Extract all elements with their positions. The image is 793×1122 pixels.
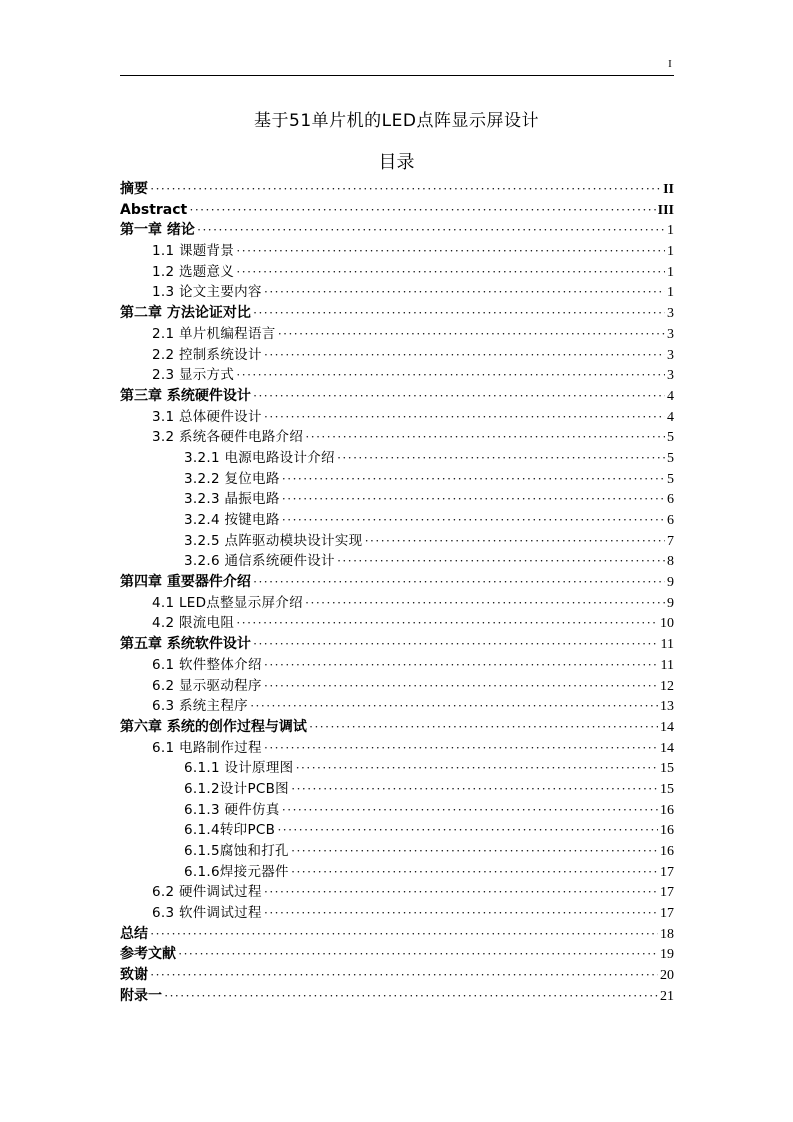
toc-leader-dots bbox=[264, 882, 658, 903]
toc-leader-dots bbox=[278, 324, 665, 345]
toc-entry-label: 3.1 总体硬件设计 bbox=[152, 408, 262, 425]
toc-entry[interactable] bbox=[120, 489, 674, 510]
toc-leader-dots bbox=[264, 903, 658, 924]
toc-entry[interactable] bbox=[120, 386, 674, 407]
toc-leader-dots bbox=[253, 303, 665, 324]
toc-entry[interactable] bbox=[120, 593, 674, 614]
toc-entry-page: 4 bbox=[667, 388, 674, 404]
toc-leader-dots bbox=[264, 655, 659, 676]
toc-entry-page: 17 bbox=[660, 885, 674, 901]
toc-leader-dots bbox=[305, 593, 665, 614]
toc-entry[interactable] bbox=[120, 241, 674, 262]
toc-entry-label: 1.2 选题意义 bbox=[152, 263, 235, 280]
toc-entry-label: 1.3 论文主要内容 bbox=[152, 284, 262, 301]
toc-entry-page: 3 bbox=[667, 306, 674, 322]
toc-entry-page: 3 bbox=[667, 368, 674, 384]
toc-entry-page: 3 bbox=[667, 347, 674, 363]
toc-entry[interactable] bbox=[120, 613, 674, 634]
toc-leader-dots bbox=[277, 820, 658, 841]
toc-entry[interactable] bbox=[120, 345, 674, 366]
toc-leader-dots bbox=[264, 676, 658, 697]
toc-entry[interactable] bbox=[120, 965, 674, 986]
toc-entry-page: 16 bbox=[660, 802, 674, 818]
toc-entry-page: 21 bbox=[660, 988, 674, 1004]
toc-leader-dots bbox=[253, 634, 659, 655]
toc-entry[interactable] bbox=[120, 551, 674, 572]
toc-entry-label: 1.1 课题背景 bbox=[152, 243, 235, 260]
toc-leader-dots bbox=[264, 738, 658, 759]
toc-leader-dots bbox=[282, 800, 658, 821]
toc-entry-label: 第一章 绪论 bbox=[120, 222, 195, 239]
toc-entry-page: 3 bbox=[667, 326, 674, 342]
toc-leader-dots bbox=[305, 427, 665, 448]
toc-entry-label: 3.2.1 电源电路设计介绍 bbox=[184, 449, 335, 466]
toc-entry-label: 2.2 控制系统设计 bbox=[152, 346, 262, 363]
toc-entry-label: 摘要 bbox=[120, 181, 148, 197]
header-rule bbox=[120, 75, 674, 76]
toc-entry-label: 第六章 系统的创作过程与调试 bbox=[120, 718, 307, 735]
toc-leader-dots bbox=[150, 965, 658, 986]
toc-entry[interactable] bbox=[120, 407, 674, 428]
toc-entry[interactable] bbox=[120, 779, 674, 800]
toc-entry-label: 2.1 单片机编程语言 bbox=[152, 325, 276, 342]
toc-entry[interactable] bbox=[120, 944, 674, 965]
toc-entry-page: 11 bbox=[660, 637, 674, 653]
toc-leader-dots bbox=[264, 407, 665, 428]
toc-entry-page: 6 bbox=[667, 492, 674, 508]
toc-leader-dots bbox=[150, 924, 658, 945]
toc-entry-label: 第五章 系统软件设计 bbox=[120, 636, 251, 653]
toc-entry-page: 5 bbox=[667, 471, 674, 487]
toc-entry-label: 4.1 LED点整显示屏介绍 bbox=[152, 594, 303, 611]
toc-entry-page: 17 bbox=[660, 864, 674, 880]
toc-entry-page: 13 bbox=[660, 699, 674, 715]
toc-entry-label: 3.2.2 复位电路 bbox=[184, 470, 280, 487]
toc-leader-dots bbox=[236, 613, 658, 634]
toc-entry-label: 3.2.5 点阵驱动模块设计实现 bbox=[184, 532, 363, 549]
toc-entry-page: 1 bbox=[667, 264, 674, 280]
toc-leader-dots bbox=[282, 510, 665, 531]
toc-leader-dots bbox=[291, 841, 658, 862]
toc-entry[interactable] bbox=[120, 986, 674, 1007]
toc-entry-page: 19 bbox=[660, 947, 674, 963]
toc-entry[interactable] bbox=[120, 200, 674, 221]
toc-entry-page: 4 bbox=[667, 409, 674, 425]
toc-leader-dots bbox=[250, 696, 658, 717]
toc-entry[interactable] bbox=[120, 862, 674, 883]
toc-entry-page: III bbox=[657, 202, 674, 218]
toc-entry-page: 12 bbox=[660, 678, 674, 694]
toc-entry[interactable] bbox=[120, 510, 674, 531]
toc-entry[interactable] bbox=[120, 427, 674, 448]
toc-entry[interactable] bbox=[120, 820, 674, 841]
document-title: 基于51单片机的LED点阵显示屏设计 bbox=[254, 111, 539, 131]
toc-entry-page: 6 bbox=[667, 513, 674, 528]
toc-entry-label: 3.2 系统各硬件电路介绍 bbox=[152, 429, 304, 446]
toc-heading: 目录 bbox=[378, 152, 415, 173]
toc-entry-page: 17 bbox=[660, 906, 674, 922]
toc-leader-dots bbox=[253, 386, 665, 407]
toc-entry-label: 6.1 电路制作过程 bbox=[152, 739, 262, 756]
toc-entry-label: 6.2 显示驱动程序 bbox=[152, 677, 262, 694]
toc-entry-label: 3.2.6 通信系统硬件设计 bbox=[184, 553, 335, 570]
toc-entry-label: 3.2.3 晶振电路 bbox=[184, 491, 280, 508]
toc-entry-page: 1 bbox=[667, 244, 674, 260]
toc-entry[interactable] bbox=[120, 717, 674, 738]
toc-leader-dots bbox=[253, 572, 665, 593]
toc-entry[interactable] bbox=[120, 634, 674, 655]
toc-entry-label: Abstract bbox=[120, 201, 188, 218]
toc-entry[interactable] bbox=[120, 303, 674, 324]
toc-leader-dots bbox=[295, 758, 658, 779]
page-number: I bbox=[668, 58, 672, 70]
toc-leader-dots bbox=[189, 200, 655, 221]
toc-entry[interactable] bbox=[120, 696, 674, 717]
toc-leader-dots bbox=[291, 779, 658, 800]
toc-leader-dots bbox=[337, 551, 665, 572]
toc-entry-label: 3.2.4 按键电路 bbox=[184, 512, 280, 528]
toc-leader-dots bbox=[309, 717, 658, 738]
toc-leader-dots bbox=[282, 489, 665, 510]
toc-entry-page: 9 bbox=[667, 575, 674, 591]
toc-entry-page: 15 bbox=[660, 761, 674, 777]
toc-entry[interactable] bbox=[120, 924, 674, 945]
toc-entry[interactable] bbox=[120, 448, 674, 469]
toc-entry-page: 11 bbox=[660, 657, 674, 673]
toc-entry[interactable] bbox=[120, 882, 674, 903]
toc-entry[interactable] bbox=[120, 469, 674, 490]
toc-entry[interactable] bbox=[120, 365, 674, 386]
toc-entry-label: 6.1.1 设计原理图 bbox=[184, 760, 294, 777]
toc-entry-label: 6.1.3 硬件仿真 bbox=[184, 801, 280, 818]
toc-entry[interactable] bbox=[120, 841, 674, 862]
toc-entry-page: 18 bbox=[660, 926, 674, 942]
toc-entry-page: 16 bbox=[660, 844, 674, 859]
toc-entry-label: 6.1.6焊接元器件 bbox=[184, 863, 289, 880]
toc-entry[interactable] bbox=[120, 738, 674, 759]
toc-entry[interactable] bbox=[120, 282, 674, 303]
toc-leader-dots bbox=[164, 986, 658, 1007]
toc-entry-label: 6.1.4转印PCB bbox=[184, 822, 276, 839]
table-of-contents bbox=[120, 179, 674, 1007]
toc-entry-page: 8 bbox=[667, 554, 674, 570]
toc-entry-page: 10 bbox=[660, 616, 674, 632]
toc-entry[interactable] bbox=[120, 572, 674, 593]
toc-entry-label: 参考文献 bbox=[120, 946, 176, 963]
toc-entry[interactable] bbox=[120, 262, 674, 283]
toc-leader-dots bbox=[264, 282, 665, 303]
toc-entry-label: 总结 bbox=[120, 925, 148, 942]
toc-entry-page: 14 bbox=[660, 740, 674, 756]
toc-entry[interactable] bbox=[120, 324, 674, 345]
toc-leader-dots bbox=[236, 241, 665, 262]
toc-entry-label: 6.3 软件调试过程 bbox=[152, 905, 262, 922]
toc-entry[interactable] bbox=[120, 179, 674, 200]
toc-entry-page: 15 bbox=[660, 781, 674, 797]
toc-entry-label: 6.1.5腐蚀和打孔 bbox=[184, 843, 289, 859]
toc-leader-dots bbox=[197, 220, 665, 241]
toc-leader-dots bbox=[264, 345, 665, 366]
toc-entry-page: 20 bbox=[660, 968, 674, 984]
toc-entry[interactable] bbox=[120, 800, 674, 821]
toc-entry[interactable] bbox=[120, 758, 674, 779]
toc-entry-page: 16 bbox=[660, 823, 674, 839]
toc-entry-page: 1 bbox=[667, 223, 674, 239]
toc-entry-label: 6.1 软件整体介绍 bbox=[152, 656, 262, 673]
toc-entry-label: 致谢 bbox=[120, 967, 148, 984]
toc-leader-dots bbox=[337, 448, 665, 469]
toc-entry-label: 2.3 显示方式 bbox=[152, 367, 235, 384]
toc-leader-dots bbox=[282, 469, 665, 490]
toc-entry-label: 第三章 系统硬件设计 bbox=[120, 387, 251, 404]
toc-entry[interactable] bbox=[120, 676, 674, 697]
toc-entry-label: 6.1.2设计PCB图 bbox=[184, 780, 289, 797]
toc-entry-label: 第二章 方法论证对比 bbox=[120, 305, 251, 322]
toc-leader-dots bbox=[364, 531, 665, 552]
toc-entry[interactable] bbox=[120, 531, 674, 552]
toc-entry[interactable] bbox=[120, 903, 674, 924]
toc-leader-dots bbox=[178, 944, 658, 965]
toc-entry-page: 14 bbox=[660, 719, 674, 735]
toc-entry-label: 6.2 硬件调试过程 bbox=[152, 884, 262, 901]
toc-entry[interactable] bbox=[120, 220, 674, 241]
toc-leader-dots bbox=[150, 179, 661, 200]
toc-leader-dots bbox=[291, 862, 658, 883]
toc-entry-label: 第四章 重要器件介绍 bbox=[120, 574, 251, 591]
toc-entry[interactable] bbox=[120, 655, 674, 676]
toc-entry-page: II bbox=[663, 182, 674, 197]
toc-entry-label: 6.3 系统主程序 bbox=[152, 698, 248, 715]
toc-entry-page: 5 bbox=[667, 430, 674, 446]
toc-leader-dots bbox=[236, 262, 665, 283]
toc-entry-page: 7 bbox=[667, 533, 674, 549]
toc-entry-page: 1 bbox=[667, 285, 674, 301]
toc-entry-label: 附录一 bbox=[120, 987, 162, 1004]
toc-entry-label: 4.2 限流电阻 bbox=[152, 615, 235, 632]
toc-entry-page: 5 bbox=[667, 450, 674, 466]
toc-entry-page: 9 bbox=[667, 595, 674, 611]
toc-leader-dots bbox=[236, 365, 665, 386]
